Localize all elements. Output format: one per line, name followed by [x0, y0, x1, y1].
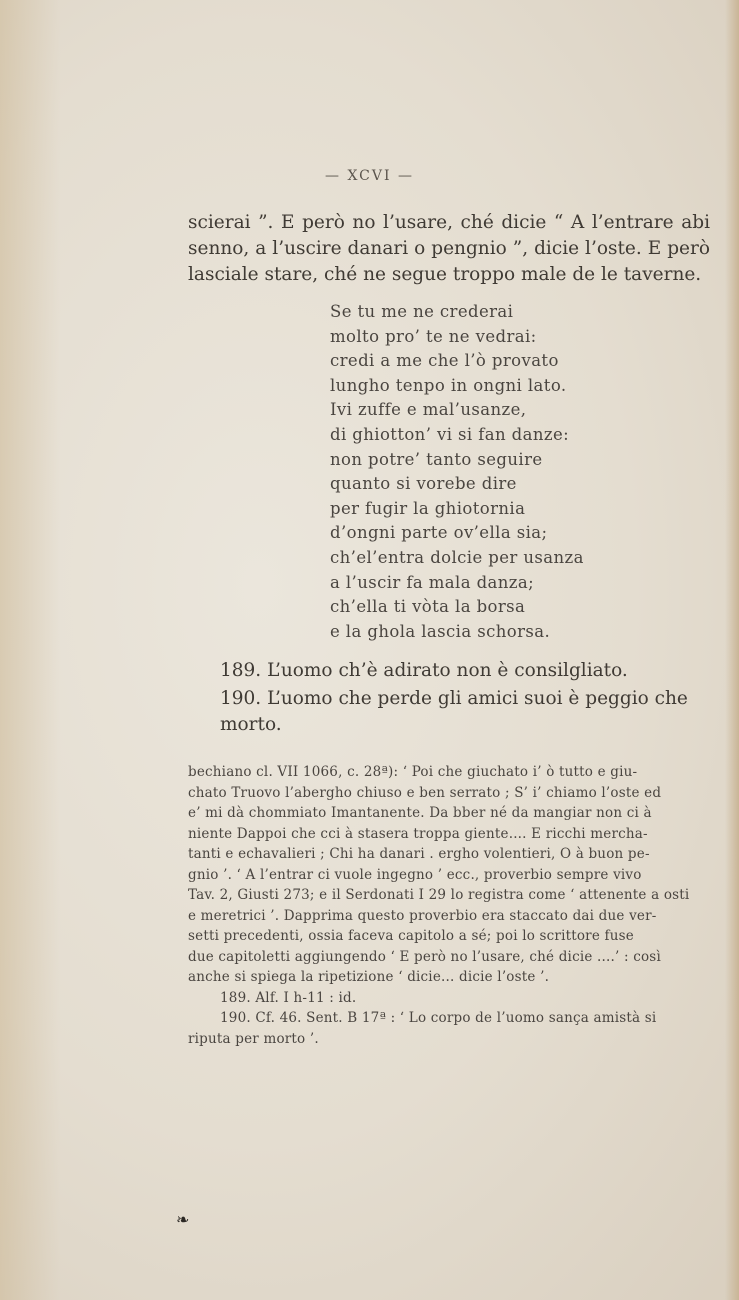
footnote-line: anche si spiega la ripetizione ‘ dicie... dicie l’oste ’. — [188, 969, 550, 985]
verse-line: quanto si vorebe dire — [330, 474, 517, 494]
proverb-189 — [188, 658, 713, 684]
footnote-line: e meretrici ’. Dapprima questo proverbio era staccato dai due ver- — [188, 907, 657, 924]
footnote-line: e’ mi dà chommiato Imantanente. Da bber né da mangiar non ci à — [188, 805, 652, 821]
verse-line: per fugir la ghiotornia — [330, 498, 526, 518]
verse-line: di ghiotton’ vi si fan danze: — [330, 424, 570, 444]
proverb-number: 189. — [220, 660, 262, 681]
verse-block — [330, 300, 584, 644]
verse-line: lungho tenpo in ongni lato. — [330, 375, 567, 395]
verse-line: e la ghola lascia schorsa. — [330, 621, 551, 641]
verse-line: Se tu me ne crederai — [330, 302, 514, 321]
footnote-line: Tav. 2, Giusti 273; e il Serdonati I 29 lo registra come ‘ attenente a osti — [188, 887, 690, 903]
footnotes — [188, 762, 716, 1049]
footnote-line: chato Truovo l’abergho chiuso e ben serrato ; S’ i’ chiamo l’oste ed — [188, 784, 662, 801]
verse-line: ch’el’entra dolcie per usanza — [330, 547, 584, 567]
footnote-line: tanti e echavalieri ; Chi ha danari . ergho volentieri, O à buon pe- — [188, 846, 650, 862]
main-paragraph: scierai ”. E però no l’usare, ché dicie “ A l’entrare abi senno, a l’uscire danari o pengnio ”, dicie l’oste. E però lasciale stare, ché ne segue troppo male de le taverne. — [188, 212, 710, 285]
verse-line: a l’uscir fa mala danza; — [330, 572, 535, 592]
footnote-189: 189. Alf. I h-11 : id. — [220, 989, 357, 1006]
footnote-line: due capitoletti aggiungendo ‘ E però no l’usare, ché dicie ....’ : così — [188, 948, 661, 965]
footnote-line: gnio ’. ‘ A l’entrar ci vuole ingegno ’ ecc., proverbio sempre vivo — [188, 866, 642, 883]
footnote-line: niente Dappoi che cci à stasera troppa giente.... E ricchi mercha- — [188, 825, 648, 842]
footnote-line: setti precedenti, ossia faceva capitolo a sé; poi lo scrittore fuse — [188, 928, 634, 944]
footnote-190-continued: riputa per morto ’. — [188, 1030, 319, 1047]
verse-line: d’ongni parte ov’ella sia; — [330, 523, 548, 543]
page-stain — [0, 0, 60, 1300]
proverb-number: 190. — [220, 688, 262, 709]
proverb-190 — [188, 686, 713, 738]
proverb-text: L’uomo ch’è adirato non è consilgliato. — [267, 660, 628, 681]
footnote-190: 190. Cf. 46. Sent. B 17ª : ‘ Lo corpo de l’uomo sança amistà si — [220, 1010, 657, 1026]
page-edge — [725, 0, 739, 1300]
verse-line: credi a me che l’ò provato — [330, 351, 559, 371]
verse-line: Ivi zuffe e mal’usanze, — [330, 400, 527, 420]
verse-line: molto pro’ te ne vedrai: — [330, 326, 537, 346]
printer-ornament-icon: ❧ — [176, 1210, 190, 1229]
proverb-text: L’uomo che perde gli amici suoi è peggio che morto. — [220, 688, 688, 735]
verse-line: non potre’ tanto seguire — [330, 449, 543, 469]
footnote-line: bechiano cl. VII 1066, c. 28ª): ‘ Poi che giuchato i’ ò tutto e giu- — [188, 764, 638, 780]
verse-line: ch’ella ti vòta la borsa — [330, 597, 526, 617]
page-number-header: — XCVI — — [325, 168, 414, 184]
